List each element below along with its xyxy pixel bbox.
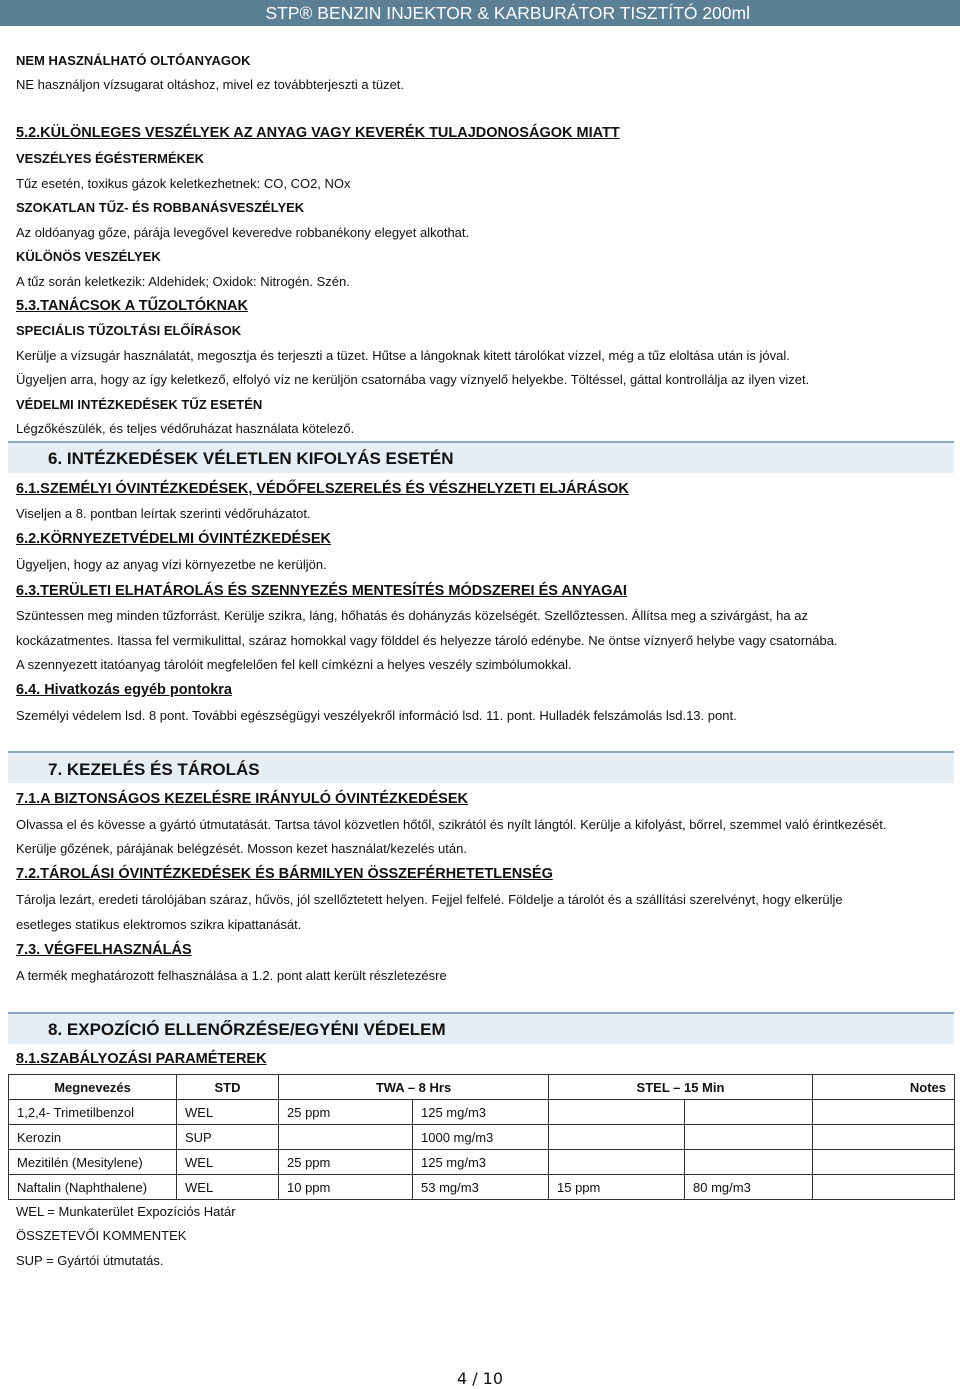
section-5-2-heading: 5.2.KÜLÖNLEGES VESZÉLYEK AZ ANYAG VAGY KEVERÉK TULAJDONOSÁGOK MIATT bbox=[16, 125, 620, 141]
cell-notes bbox=[813, 1175, 955, 1200]
hazardous-combustion-text: Tűz esetén, toxikus gázok keletkezhetnek: CO, CO2, NOx bbox=[16, 176, 351, 191]
cell-twa-mg: 53 mg/m3 bbox=[413, 1175, 549, 1200]
table-row bbox=[9, 1125, 955, 1150]
section-6-1-heading: 6.1.SZEMÉLYI ÓVINTÉZKEDÉSEK, VÉDŐFELSZERELÉS ÉS VÉSZHELYZETI ELJÁRÁSOK bbox=[16, 481, 629, 497]
col-header-twa: TWA – 8 Hrs bbox=[279, 1075, 549, 1100]
section-7-2-heading: 7.2.TÁROLÁSI ÓVINTÉZKEDÉSEK ÉS BÁRMILYEN ÖSSZEFÉRHETETLENSÉG bbox=[16, 866, 553, 882]
cell-std: SUP bbox=[177, 1125, 279, 1150]
table-row bbox=[9, 1150, 955, 1175]
cell-twa-ppm bbox=[279, 1125, 413, 1150]
cell-notes bbox=[813, 1125, 955, 1150]
section-7-rule bbox=[8, 751, 954, 753]
cell-substance: Kerozin bbox=[9, 1125, 177, 1150]
hazardous-combustion-title: VESZÉLYES ÉGÉSTERMÉKEK bbox=[16, 151, 205, 166]
section-6-2-text: Ügyeljen, hogy az anyag vízi környezetbe ne kerüljön. bbox=[16, 557, 327, 572]
section-8-1-heading: 8.1.SZABÁLYOZÁSI PARAMÉTEREK bbox=[16, 1051, 267, 1067]
section-6-3-line-3: A szennyezett itatóanyag tárolóit megfelelően fel kell címkézni a helyes veszély szimbólumokkal. bbox=[16, 657, 572, 672]
section-7-2-line-1: Tárolja lezárt, eredeti tárolójában száraz, hűvös, jól szellőztetett helyen. Fejjel felfelé. Földelje a tárolót és a szállítási szerelvényt, hogy elkerülje bbox=[16, 892, 843, 907]
section-7-1-heading: 7.1.A BIZTONSÁGOS KEZELÉSRE IRÁNYULÓ ÓVINTÉZKEDÉSEK bbox=[16, 791, 468, 807]
col-header-notes: Notes bbox=[813, 1075, 955, 1100]
cell-substance: 1,2,4- Trimetilbenzol bbox=[9, 1100, 177, 1125]
col-header-std: STD bbox=[177, 1075, 279, 1100]
section-6-4-text: Személyi védelem lsd. 8 pont. További egészségügyi veszélyekről információ lsd. 11. pont. Hulladék felszámolás lsd.13. pont. bbox=[16, 708, 737, 723]
page-number: 4 / 10 bbox=[456, 1369, 504, 1388]
cell-std: WEL bbox=[177, 1150, 279, 1175]
section-7-3-heading: 7.3. VÉGFELHASZNÁLÁS bbox=[16, 942, 192, 958]
cell-std: WEL bbox=[177, 1100, 279, 1125]
col-header-name: Megnevezés bbox=[9, 1075, 177, 1100]
cell-substance: Naftalin (Naphthalene) bbox=[9, 1175, 177, 1200]
section-7-title: 7. KEZELÉS ÉS TÁROLÁS bbox=[48, 760, 260, 779]
section-6-4-heading: 6.4. Hivatkozás egyéb pontokra bbox=[16, 682, 232, 698]
section-7-1-line-1: Olvassa el és kövesse a gyártó útmutatását. Tartsa távol közvetlen hőtől, szikrától és nyílt lángtól. Kerülje a kifolyást, bőrrel, szemmel való érintkezését. bbox=[16, 817, 887, 832]
cell-stel-mg bbox=[685, 1100, 813, 1125]
unsuitable-extinguishing-text: NE használjon vízsugarat oltáshoz, mivel ez továbbterjeszti a tüzet. bbox=[16, 77, 405, 92]
cell-twa-mg: 1000 mg/m3 bbox=[413, 1125, 549, 1150]
fire-protective-measures-text: Légzőkészülék, és teljes védőruházat használata kötelező. bbox=[16, 421, 355, 436]
cell-std: WEL bbox=[177, 1175, 279, 1200]
section-6-1-text: Viseljen a 8. pontban leírtak szerinti védőruházatot. bbox=[16, 506, 311, 521]
table-row bbox=[9, 1100, 955, 1125]
exposure-limits-table bbox=[8, 1074, 955, 1200]
table-header-row bbox=[9, 1075, 955, 1100]
section-7-1-line-2: Kerülje gőzének, párájának belégzését. Mosson kezet használat/kezelés után. bbox=[16, 841, 467, 856]
cell-twa-ppm: 25 ppm bbox=[279, 1100, 413, 1125]
section-6-rule bbox=[8, 441, 954, 443]
firefighting-instructions-line-2: Ügyeljen arra, hogy az így keletkező, elfolyó víz ne kerüljön csatornába vagy víznyelő helyekbe. Töltéssel, gáttal kontrollálja az ilyen vizet. bbox=[16, 372, 810, 387]
section-6-title: 6. INTÉZKEDÉSEK VÉLETLEN KIFOLYÁS ESETÉN bbox=[48, 449, 454, 468]
firefighting-instructions-line-1: Kerülje a vízsugár használatát, megosztja és terjeszti a tüzet. Hűtse a lángoknak kitett tárolókat vízzel, még a tűz eloltása után is jóval. bbox=[16, 348, 790, 363]
unusual-fire-hazards-text: Az oldóanyag gőze, párája levegővel keveredve robbanékony elegyet alkothat. bbox=[16, 225, 470, 240]
section-7-3-text: A termék meghatározott felhasználása a 1.2. pont alatt került részletezésre bbox=[16, 968, 447, 983]
cell-stel-ppm bbox=[549, 1125, 685, 1150]
note-sup: SUP = Gyártói útmutatás. bbox=[16, 1253, 164, 1268]
cell-twa-mg: 125 mg/m3 bbox=[413, 1100, 549, 1125]
section-5-3-heading: 5.3.TANÁCSOK A TŰZOLTÓKNAK bbox=[16, 298, 248, 314]
cell-stel-mg bbox=[685, 1150, 813, 1175]
firefighting-instructions-title: SPECIÁLIS TŰZOLTÁSI ELŐÍRÁSOK bbox=[16, 323, 242, 338]
cell-twa-ppm: 10 ppm bbox=[279, 1175, 413, 1200]
cell-stel-ppm bbox=[549, 1150, 685, 1175]
cell-notes bbox=[813, 1100, 955, 1125]
specific-hazards-text: A tűz során keletkezik: Aldehidek; Oxidok: Nitrogén. Szén. bbox=[16, 274, 350, 289]
cell-twa-mg: 125 mg/m3 bbox=[413, 1150, 549, 1175]
cell-stel-ppm: 15 ppm bbox=[549, 1175, 685, 1200]
section-8-title: 8. EXPOZÍCIÓ ELLENŐRZÉSE/EGYÉNI VÉDELEM bbox=[48, 1020, 446, 1039]
unsuitable-extinguishing-title: NEM HASZNÁLHATÓ OLTÓANYAGOK bbox=[16, 53, 251, 68]
table-row bbox=[9, 1175, 955, 1200]
fire-protective-measures-title: VÉDELMI INTÉZKEDÉSEK TŰZ ESETÉN bbox=[16, 397, 263, 412]
section-6-2-heading: 6.2.KÖRNYEZETVÉDELMI ÓVINTÉZKEDÉSEK bbox=[16, 531, 332, 547]
cell-stel-ppm bbox=[549, 1100, 685, 1125]
section-6-3-line-2: kockázatmentes. Itassa fel vermikulittal, száraz homokkal vagy földdel és helyezze tároló edénybe. Ne öntse víznyerő helybe vagy csatornába. bbox=[16, 633, 838, 648]
cell-twa-ppm: 25 ppm bbox=[279, 1150, 413, 1175]
section-7-2-line-2: esetleges statikus elektromos szikra kipattanását. bbox=[16, 917, 302, 932]
cell-notes bbox=[813, 1150, 955, 1175]
section-8-rule bbox=[8, 1012, 954, 1014]
document-header bbox=[0, 0, 960, 26]
section-6-3-heading: 6.3.TERÜLETI ELHATÁROLÁS ÉS SZENNYEZÉS MENTESÍTÉS MÓDSZEREI ÉS ANYAGAI bbox=[16, 583, 627, 599]
cell-substance: Mezitilén (Mesitylene) bbox=[9, 1150, 177, 1175]
cell-stel-mg: 80 mg/m3 bbox=[685, 1175, 813, 1200]
cell-stel-mg bbox=[685, 1125, 813, 1150]
unusual-fire-hazards-title: SZOKATLAN TŰZ- ÉS ROBBANÁSVESZÉLYEK bbox=[16, 200, 305, 215]
note-component-comments: ÖSSZETEVŐI KOMMENTEK bbox=[16, 1228, 187, 1243]
section-6-3-line-1: Szüntessen meg minden tűzforrást. Kerülje szikra, láng, hőhatás és dohányzás közelségét. Szellőztessen. Állítsa meg a szivárgást, ha az bbox=[16, 608, 808, 623]
document-title: STP® BENZIN INJEKTOR & KARBURÁTOR TISZTÍTÓ 200ml bbox=[265, 3, 750, 23]
note-wel: WEL = Munkaterület Expozíciós Határ bbox=[16, 1204, 236, 1219]
col-header-stel: STEL – 15 Min bbox=[549, 1075, 813, 1100]
specific-hazards-title: KÜLÖNÖS VESZÉLYEK bbox=[16, 249, 161, 264]
